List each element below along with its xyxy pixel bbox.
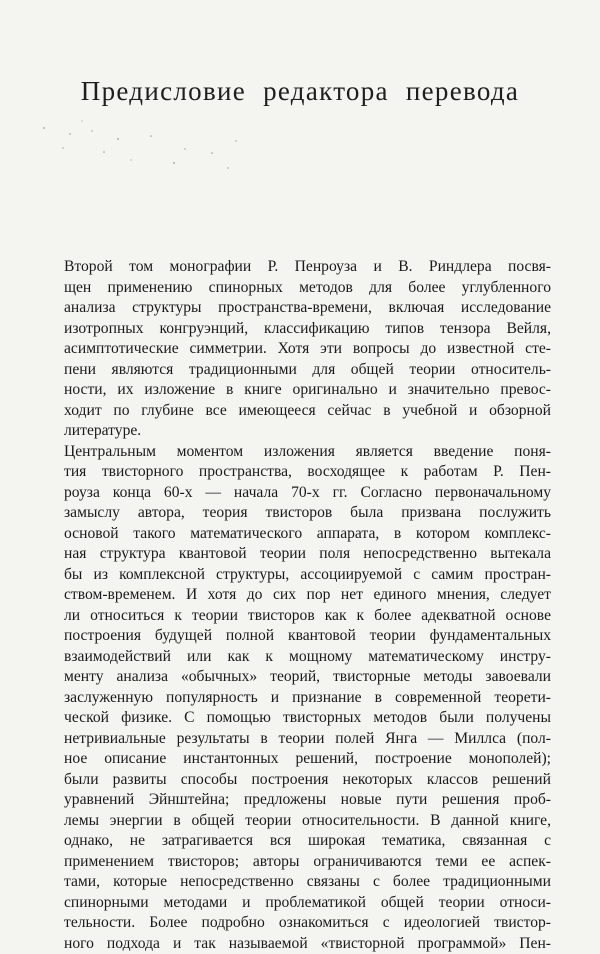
text-line: бы из комплексной структуры, ассоциируемой с самим простран-	[64, 565, 551, 586]
text-line: асимптотические симметрии. Хотя эти вопросы до известной сте-	[64, 339, 551, 360]
text-line: уравнений Эйнштейна; предложены новые пути решения проб-	[64, 790, 551, 811]
text-line: роуза конца 60-х — начала 70-х гг. Согласно первоначальному	[64, 483, 551, 504]
text-line: ством-временем. И хотя до сих пор нет единого мнения, следует	[64, 585, 551, 606]
text-line: основой такого математического аппарата, в котором комплекс-	[64, 524, 551, 545]
text-line: нетривиальные результаты в теории полей Янга — Миллса (пол-	[64, 729, 551, 750]
text-line: изотропных конгруэнций, классификацию типов тензора Вейля,	[64, 319, 551, 340]
text-line: пени являются традиционными для общей теории относитель-	[64, 360, 551, 381]
text-line: анализа структуры пространства-времени, включая исследование	[64, 298, 551, 319]
text-line: спинорными методами и проблематикой общей теории относи-	[64, 893, 551, 914]
text-line: ного подхода и так называемой «твисторной программой» Пен-	[64, 934, 551, 954]
text-line: лемы энергии в общей теории относительности. В данной книге,	[64, 811, 551, 832]
text-line: литературе.	[64, 421, 551, 442]
text-line: тия твисторного пространства, восходящее к работам Р. Пен-	[64, 462, 551, 483]
text-line: тельности. Более подробно ознакомиться с идеологией твистор-	[64, 913, 551, 934]
text-line: ная структура квантовой теории поля непосредственно вытекала	[64, 544, 551, 565]
text-line: замыслу автора, теория твисторов была призвана послужить	[64, 503, 551, 524]
paragraph-2	[64, 442, 551, 954]
text-line: построения будущей полной квантовой теории фундаментальных	[64, 626, 551, 647]
paragraph-1	[64, 257, 551, 442]
text-line: ное описание инстантонных решений, построение монополей);	[64, 749, 551, 770]
text-line: заслуженную популярность и признание в современной теорети-	[64, 688, 551, 709]
text-line: тами, которые непосредственно связаны с более традиционными	[64, 872, 551, 893]
text-line: ности, их изложение в книге оригинально и значительно превос-	[64, 380, 551, 401]
page-title: Предисловие редактора перевода	[0, 76, 600, 107]
text-line: менту анализа «обычных» теорий, твисторные методы завоевали	[64, 667, 551, 688]
text-line: щен применению спинорных методов для более углубленного	[64, 278, 551, 299]
text-line: были развиты способы построения некоторых классов решений	[64, 770, 551, 791]
text-line: ли относиться к теории твисторов как к более адекватной основе	[64, 606, 551, 627]
text-line: ческой физике. С помощью твисторных методов были получены	[64, 708, 551, 729]
text-line: ходит по глубине все имеющееся сейчас в учебной и обзорной	[64, 401, 551, 422]
text-line: взаимодействий или как к мощному математическому инстру-	[64, 647, 551, 668]
text-line: Центральным моментом изложения является введение поня-	[64, 442, 551, 463]
body-text	[64, 257, 551, 954]
text-line: однако, не затрагивается вся широкая тематика, связанная с	[64, 831, 551, 852]
text-line: применением твисторов; авторы ограничиваются теми ее аспек-	[64, 852, 551, 873]
text-line: Второй том монографии Р. Пенроуза и В. Риндлера посвя-	[64, 257, 551, 278]
